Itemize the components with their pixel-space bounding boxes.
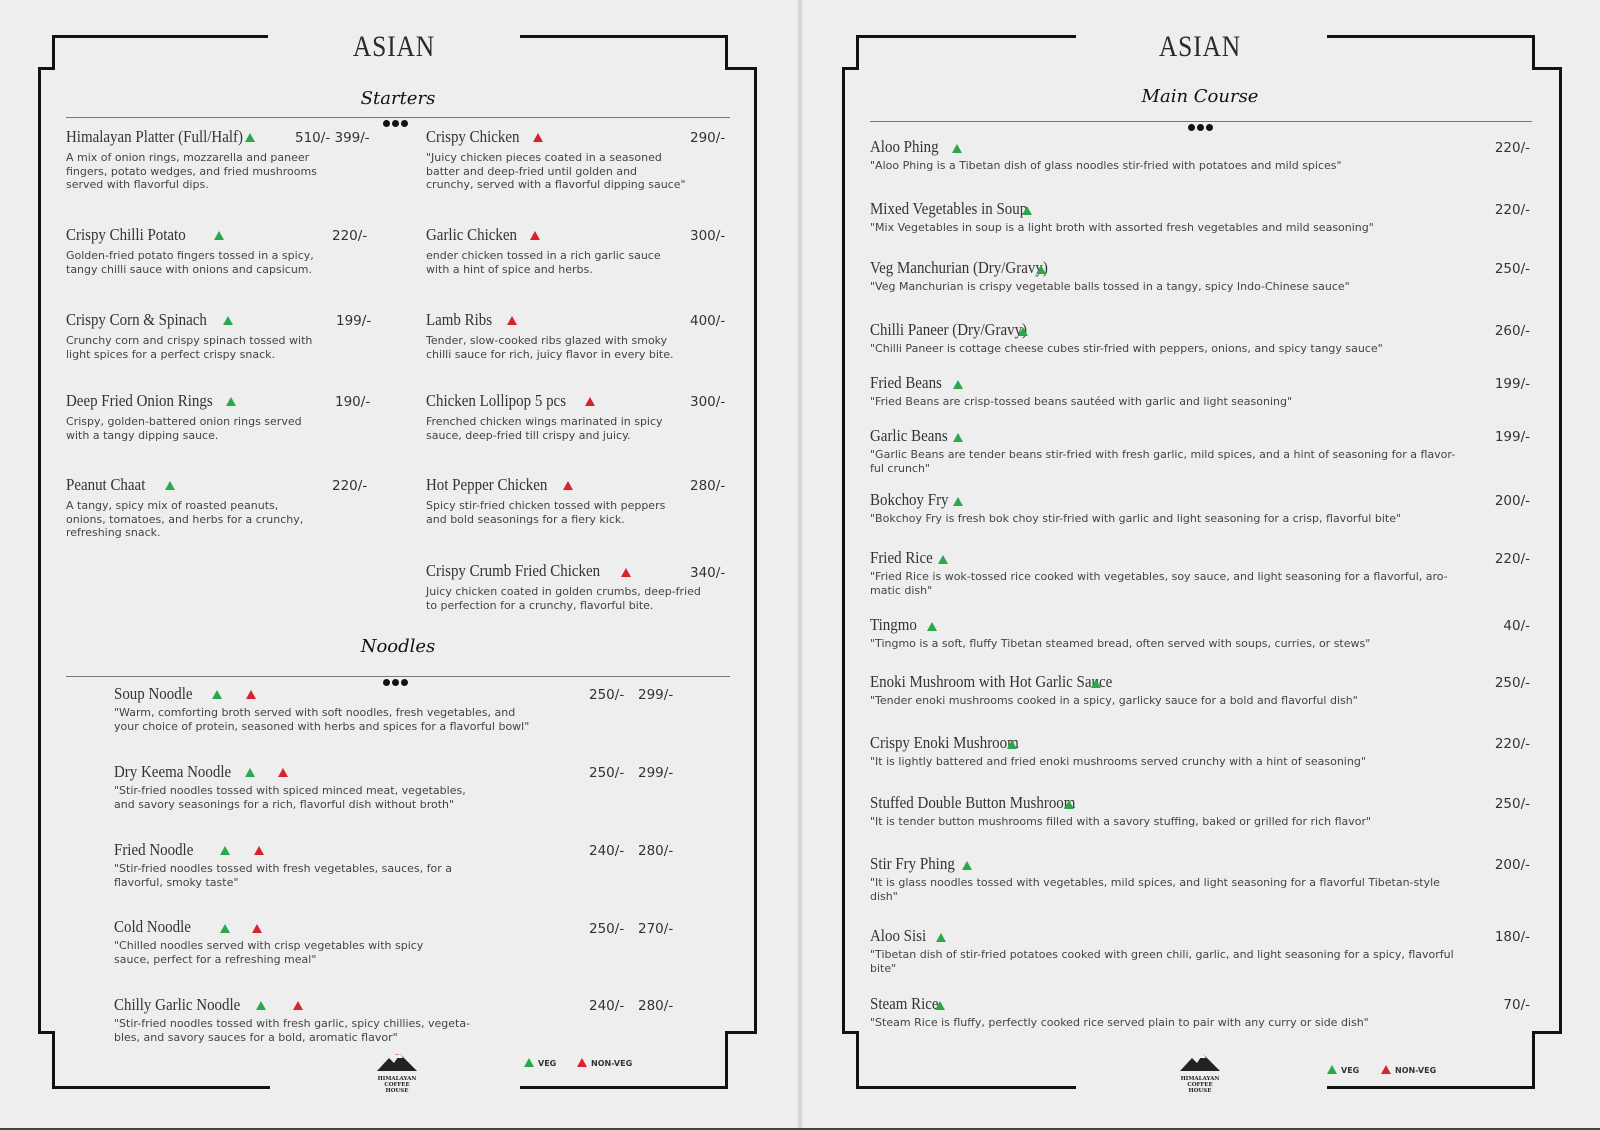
menu-item bbox=[870, 373, 1460, 409]
veg-indicator-icon bbox=[953, 380, 963, 389]
item-name: Aloo Phing bbox=[870, 137, 939, 156]
logo-line2: COFFEE HOUSE bbox=[1187, 1082, 1213, 1094]
non-veg-indicator-icon bbox=[293, 1001, 303, 1010]
svg-text:~: ~ bbox=[394, 1052, 400, 1058]
non-veg-indicator-icon bbox=[585, 397, 595, 406]
non-veg-indicator-icon bbox=[621, 568, 631, 577]
frame-edge bbox=[856, 35, 859, 69]
menu-item bbox=[870, 733, 1460, 769]
item-name: Soup Noodle bbox=[114, 684, 193, 703]
item-price: 400/- bbox=[690, 313, 726, 329]
item-name: Stir Fry Phing bbox=[870, 854, 955, 873]
item-description: "Juicy chicken pieces coated in a seasoned batter and deep-fried until golden and crunchy, served with a flavorful dipping sauce" bbox=[426, 151, 686, 191]
item-name: Chilli Paneer (Dry/Gravy) bbox=[870, 320, 1028, 339]
menu-item bbox=[870, 548, 1460, 597]
menu-item bbox=[426, 225, 686, 276]
item-price: 70/- bbox=[1503, 997, 1530, 1013]
menu-item bbox=[114, 840, 454, 889]
item-description: Juicy chicken coated in golden crumbs, deep-fried to perfection for a crunchy, flavorful bite. bbox=[426, 585, 701, 612]
menu-item bbox=[870, 994, 1460, 1030]
section-divider bbox=[66, 117, 730, 118]
item-description: Frenched chicken wings marinated in spicy sauce, deep-fried till crispy and juicy. bbox=[426, 415, 663, 442]
veg-indicator-icon bbox=[245, 133, 255, 142]
divider-dots bbox=[383, 671, 413, 679]
menu-item bbox=[66, 310, 321, 361]
veg-price: 250/- bbox=[589, 765, 625, 781]
item-name: Hot Pepper Chicken bbox=[426, 475, 548, 494]
veg-indicator-icon bbox=[226, 397, 236, 406]
legend-veg-label: VEG bbox=[1341, 1066, 1360, 1075]
item-name: Crispy Chilli Potato bbox=[66, 225, 186, 244]
veg-price: 240/- bbox=[589, 843, 625, 859]
non-veg-price: 299/- bbox=[638, 687, 674, 703]
veg-indicator-icon bbox=[1036, 265, 1046, 274]
item-description: "Veg Manchurian is crispy vegetable balls tossed in a tangy, spicy Indo-Chinese sauce" bbox=[870, 280, 1350, 293]
veg-indicator-icon bbox=[1007, 740, 1017, 749]
item-price: 199/- bbox=[1494, 429, 1530, 445]
item-description: Crunchy corn and crispy spinach tossed with light spices for a perfect crispy snack. bbox=[66, 334, 313, 361]
menu-item bbox=[426, 391, 686, 442]
item-price: 220/- bbox=[1494, 202, 1530, 218]
legend-non-veg bbox=[577, 1058, 632, 1068]
veg-price: 250/- bbox=[589, 687, 625, 703]
item-name: Crispy Chicken bbox=[426, 127, 520, 146]
frame-edge bbox=[1532, 1031, 1562, 1034]
menu-item bbox=[426, 561, 706, 612]
menu-item bbox=[66, 475, 321, 540]
item-description: "Chilled noodles served with crisp vegetables with spicy sauce, perfect for a refreshing meal" bbox=[114, 939, 424, 966]
item-name: Cold Noodle bbox=[114, 917, 191, 936]
veg-indicator-icon bbox=[214, 231, 224, 240]
menu-item bbox=[870, 854, 1460, 903]
item-price: 250/- bbox=[1494, 796, 1530, 812]
item-name: Garlic Beans bbox=[870, 426, 948, 445]
item-description: "Fried Rice is wok-tossed rice cooked with vegetables, soy sauce, and light seasoning for a flavorful, aro-matic dish" bbox=[870, 570, 1448, 597]
frame-edge bbox=[1532, 35, 1535, 69]
item-name: Himalayan Platter (Full/Half) bbox=[66, 127, 243, 146]
veg-indicator-icon bbox=[212, 690, 222, 699]
item-price: 510/- 399/- bbox=[295, 130, 370, 146]
veg-indicator-icon bbox=[935, 1001, 945, 1010]
item-name: Fried Rice bbox=[870, 548, 933, 567]
item-description: "Steam Rice is fluffy, perfectly cooked rice served plain to pair with any curry or side dish" bbox=[870, 1016, 1369, 1029]
item-description: "Garlic Beans are tender beans stir-fried with fresh garlic, mild spices, and a hint of seasoning for a flavor-ful crunch" bbox=[870, 448, 1456, 475]
legend-veg bbox=[524, 1058, 556, 1068]
legend-non-veg bbox=[1381, 1065, 1436, 1075]
item-name: Dry Keema Noodle bbox=[114, 762, 232, 781]
veg-price: 250/- bbox=[589, 921, 625, 937]
item-name: Mixed Vegetables in Soup bbox=[870, 199, 1028, 218]
non-veg-indicator-icon bbox=[563, 481, 573, 490]
frame-bottom-right bbox=[1327, 1086, 1535, 1089]
item-description: "Aloo Phing is a Tibetan dish of glass noodles stir-fried with potatoes and mild spices" bbox=[870, 159, 1342, 172]
item-price: 199/- bbox=[336, 313, 372, 329]
item-description: "It is tender button mushrooms filled with a savory stuffing, baked or grilled for rich flavor" bbox=[870, 815, 1372, 828]
divider-dots bbox=[383, 112, 413, 120]
frame-top-left bbox=[856, 35, 1076, 38]
veg-indicator-icon bbox=[1018, 327, 1028, 336]
item-description: "Fried Beans are crisp-tossed beans sautéed with garlic and light seasoning" bbox=[870, 395, 1293, 408]
frame-edge bbox=[52, 35, 55, 69]
item-price: 190/- bbox=[335, 394, 371, 410]
item-description: Spicy stir-fried chicken tossed with peppers and bold seasonings for a fiery kick. bbox=[426, 499, 666, 526]
veg-indicator-icon bbox=[1022, 206, 1032, 215]
item-description: "Stir-fried noodles tossed with fresh garlic, spicy chillies, vegeta-bles, and savory sauces for a bold, aromatic flavor" bbox=[114, 1017, 471, 1044]
legend-veg-label: VEG bbox=[538, 1059, 557, 1068]
veg-indicator-icon bbox=[165, 481, 175, 490]
menu-item bbox=[426, 310, 686, 361]
item-name: Garlic Chicken bbox=[426, 225, 517, 244]
frame-edge bbox=[725, 1031, 757, 1034]
frame-right bbox=[1559, 67, 1562, 1033]
section-divider bbox=[870, 121, 1532, 122]
veg-indicator-icon bbox=[938, 555, 948, 564]
page-title: ASIAN bbox=[1158, 30, 1242, 63]
item-description: "Stir-fried noodles tossed with fresh vegetables, sauces, for a flavorful, smoky taste" bbox=[114, 862, 453, 889]
menu-item bbox=[870, 490, 1460, 526]
veg-indicator-icon bbox=[256, 1001, 266, 1010]
frame-bottom-left bbox=[52, 1086, 270, 1089]
frame-right bbox=[754, 67, 757, 1033]
menu-page-right bbox=[802, 0, 1600, 1128]
frame-bottom-right bbox=[520, 1086, 728, 1089]
item-name: Lamb Ribs bbox=[426, 310, 493, 329]
veg-indicator-icon bbox=[1091, 679, 1101, 688]
main-course-heading: Main Course bbox=[1141, 86, 1259, 107]
veg-indicator-icon bbox=[524, 1058, 534, 1067]
non-veg-indicator-icon bbox=[533, 133, 543, 142]
item-price: 300/- bbox=[690, 394, 726, 410]
frame-edge bbox=[856, 1031, 859, 1089]
frame-edge bbox=[725, 67, 757, 70]
non-veg-price: 270/- bbox=[638, 921, 674, 937]
menu-item bbox=[66, 225, 321, 276]
legend-veg bbox=[1327, 1065, 1359, 1075]
frame-edge bbox=[52, 1031, 55, 1089]
item-description: ender chicken tossed in a rich garlic sauce with a hint of spice and herbs. bbox=[426, 249, 661, 276]
item-name: Aloo Sisi bbox=[870, 926, 927, 945]
item-description: A tangy, spicy mix of roasted peanuts, onions, tomatoes, and herbs for a crunchy, refreshing snack. bbox=[66, 499, 304, 539]
veg-indicator-icon bbox=[220, 846, 230, 855]
item-name: Fried Noodle bbox=[114, 840, 194, 859]
item-description: "Warm, comforting broth served with soft noodles, fresh vegetables, and your choice of protein, seasoned with herbs and spices for a flavorful bowl" bbox=[114, 706, 530, 733]
menu-item bbox=[870, 615, 1460, 651]
non-veg-indicator-icon bbox=[577, 1058, 587, 1067]
restaurant-logo bbox=[1175, 1050, 1225, 1094]
logo-line1: HIMALAYAN bbox=[377, 1076, 417, 1082]
frame-edge bbox=[1532, 67, 1562, 70]
logo-line2: COFFEE HOUSE bbox=[384, 1082, 410, 1094]
mountain-icon bbox=[1178, 1050, 1222, 1072]
frame-top-right bbox=[1327, 35, 1535, 38]
legend-non-veg-label: NON-VEG bbox=[1395, 1066, 1437, 1075]
non-veg-indicator-icon bbox=[530, 231, 540, 240]
veg-indicator-icon bbox=[936, 933, 946, 942]
page-title: ASIAN bbox=[352, 30, 436, 63]
item-description: "It is glass noodles tossed with vegetables, mild spices, and light seasoning for a flavorful Tibetan-style dish" bbox=[870, 876, 1440, 903]
veg-indicator-icon bbox=[223, 316, 233, 325]
menu-item bbox=[870, 258, 1460, 294]
veg-indicator-icon bbox=[1064, 800, 1074, 809]
non-veg-indicator-icon bbox=[278, 768, 288, 777]
veg-indicator-icon bbox=[245, 768, 255, 777]
frame-left bbox=[38, 67, 41, 1033]
item-price: 220/- bbox=[332, 228, 368, 244]
veg-indicator-icon bbox=[953, 497, 963, 506]
item-price: 260/- bbox=[1494, 323, 1530, 339]
item-price: 220/- bbox=[1494, 736, 1530, 752]
non-veg-indicator-icon bbox=[252, 924, 262, 933]
menu-item bbox=[114, 684, 534, 733]
menu-page-left bbox=[0, 0, 798, 1128]
menu-item bbox=[426, 127, 686, 192]
menu-item bbox=[66, 391, 321, 442]
item-description: "Tingmo is a soft, fluffy Tibetan steamed bread, often served with soups, curries, or stews" bbox=[870, 637, 1371, 650]
item-price: 200/- bbox=[1494, 493, 1530, 509]
logo-line1: HIMALAYAN bbox=[1180, 1076, 1220, 1082]
menu-item bbox=[114, 762, 474, 811]
item-price: 340/- bbox=[690, 565, 726, 581]
item-description: "Stir-fried noodles tossed with spiced minced meat, vegetables, and savory seasonings for a rich, flavorful dish without broth" bbox=[114, 784, 466, 811]
item-name: Fried Beans bbox=[870, 373, 942, 392]
veg-indicator-icon bbox=[927, 622, 937, 631]
menu-item bbox=[870, 926, 1460, 975]
frame-bottom-left bbox=[856, 1086, 1076, 1089]
non-veg-indicator-icon bbox=[507, 316, 517, 325]
non-veg-price: 280/- bbox=[638, 843, 674, 859]
noodles-heading: Noodles bbox=[360, 636, 436, 657]
divider-dots bbox=[1188, 116, 1218, 124]
item-description: Crispy, golden-battered onion rings served with a tangy dipping sauce. bbox=[66, 415, 302, 442]
non-veg-indicator-icon bbox=[254, 846, 264, 855]
veg-indicator-icon bbox=[962, 861, 972, 870]
non-veg-price: 280/- bbox=[638, 998, 674, 1014]
item-price: 300/- bbox=[690, 228, 726, 244]
item-name: Tingmo bbox=[870, 615, 917, 634]
mountain-icon bbox=[375, 1050, 419, 1072]
item-description: Tender, slow-cooked ribs glazed with smoky chilli sauce for rich, juicy flavor in every bite. bbox=[426, 334, 674, 361]
starters-heading: Starters bbox=[360, 88, 436, 109]
item-description: "Bokchoy Fry is fresh bok choy stir-fried with garlic and light seasoning for a crisp, flavorful bite" bbox=[870, 512, 1402, 525]
non-veg-price: 299/- bbox=[638, 765, 674, 781]
menu-item bbox=[870, 793, 1460, 829]
item-price: 199/- bbox=[1494, 376, 1530, 392]
item-description: "Tender enoki mushrooms cooked in a spicy, garlicky sauce for a bold and flavorful dish" bbox=[870, 694, 1358, 707]
frame-left bbox=[842, 67, 845, 1033]
item-name: Bokchoy Fry bbox=[870, 490, 949, 509]
item-price: 280/- bbox=[690, 478, 726, 494]
frame-edge bbox=[725, 1031, 728, 1089]
item-price: 220/- bbox=[1494, 140, 1530, 156]
menu-item bbox=[870, 320, 1460, 356]
item-price: 40/- bbox=[1503, 618, 1530, 634]
menu-item bbox=[870, 199, 1460, 235]
item-name: Deep Fried Onion Rings bbox=[66, 391, 213, 410]
frame-top-left bbox=[52, 35, 268, 38]
restaurant-logo bbox=[372, 1050, 422, 1094]
section-divider bbox=[66, 676, 730, 677]
menu-item bbox=[870, 137, 1460, 173]
frame-top-right bbox=[520, 35, 728, 38]
item-price: 290/- bbox=[690, 130, 726, 146]
non-veg-indicator-icon bbox=[246, 690, 256, 699]
veg-indicator-icon bbox=[1327, 1065, 1337, 1074]
item-name: Stuffed Double Button Mushroom bbox=[870, 793, 1076, 812]
item-name: Steam Rice bbox=[870, 994, 939, 1013]
item-description: "Chilli Paneer is cottage cheese cubes stir-fried with peppers, onions, and spicy tangy sauce" bbox=[870, 342, 1383, 355]
item-name: Veg Manchurian (Dry/Gravy) bbox=[870, 258, 1048, 277]
frame-edge bbox=[725, 35, 728, 69]
item-name: Chilly Garlic Noodle bbox=[114, 995, 241, 1014]
item-price: 200/- bbox=[1494, 857, 1530, 873]
item-name: Enoki Mushroom with Hot Garlic Sauce bbox=[870, 672, 1113, 691]
menu-item bbox=[66, 127, 321, 192]
item-description: "Mix Vegetables in soup is a light broth with assorted fresh vegetables and mild seasoning" bbox=[870, 221, 1374, 234]
frame-edge bbox=[1532, 1031, 1535, 1089]
item-price: 220/- bbox=[332, 478, 368, 494]
item-description: "Tibetan dish of stir-fried potatoes cooked with green chili, garlic, and light seasoning for a spicy, flavorful bite" bbox=[870, 948, 1454, 975]
veg-price: 240/- bbox=[589, 998, 625, 1014]
menu-item bbox=[114, 917, 434, 966]
legend-non-veg-label: NON-VEG bbox=[591, 1059, 633, 1068]
menu-item bbox=[426, 475, 686, 526]
item-description: Golden-fried potato fingers tossed in a spicy, tangy chilli sauce with onions and capsicum. bbox=[66, 249, 314, 276]
item-name: Peanut Chaat bbox=[66, 475, 146, 494]
item-price: 220/- bbox=[1494, 551, 1530, 567]
item-name: Crispy Enoki Mushroom bbox=[870, 733, 1019, 752]
item-price: 250/- bbox=[1494, 675, 1530, 691]
veg-indicator-icon bbox=[220, 924, 230, 933]
item-name: Chicken Lollipop 5 pcs bbox=[426, 391, 567, 410]
non-veg-indicator-icon bbox=[1381, 1065, 1391, 1074]
veg-indicator-icon bbox=[952, 144, 962, 153]
item-name: Crispy Crumb Fried Chicken bbox=[426, 561, 601, 580]
item-price: 180/- bbox=[1494, 929, 1530, 945]
veg-indicator-icon bbox=[953, 433, 963, 442]
menu-item bbox=[870, 672, 1460, 708]
item-description: "It is lightly battered and fried enoki mushrooms served crunchy with a hint of seasoning" bbox=[870, 755, 1366, 768]
item-description: A mix of onion rings, mozzarella and paneer fingers, potato wedges, and fried mushrooms served with flavorful dips. bbox=[66, 151, 317, 191]
item-price: 250/- bbox=[1494, 261, 1530, 277]
item-name: Crispy Corn & Spinach bbox=[66, 310, 207, 329]
